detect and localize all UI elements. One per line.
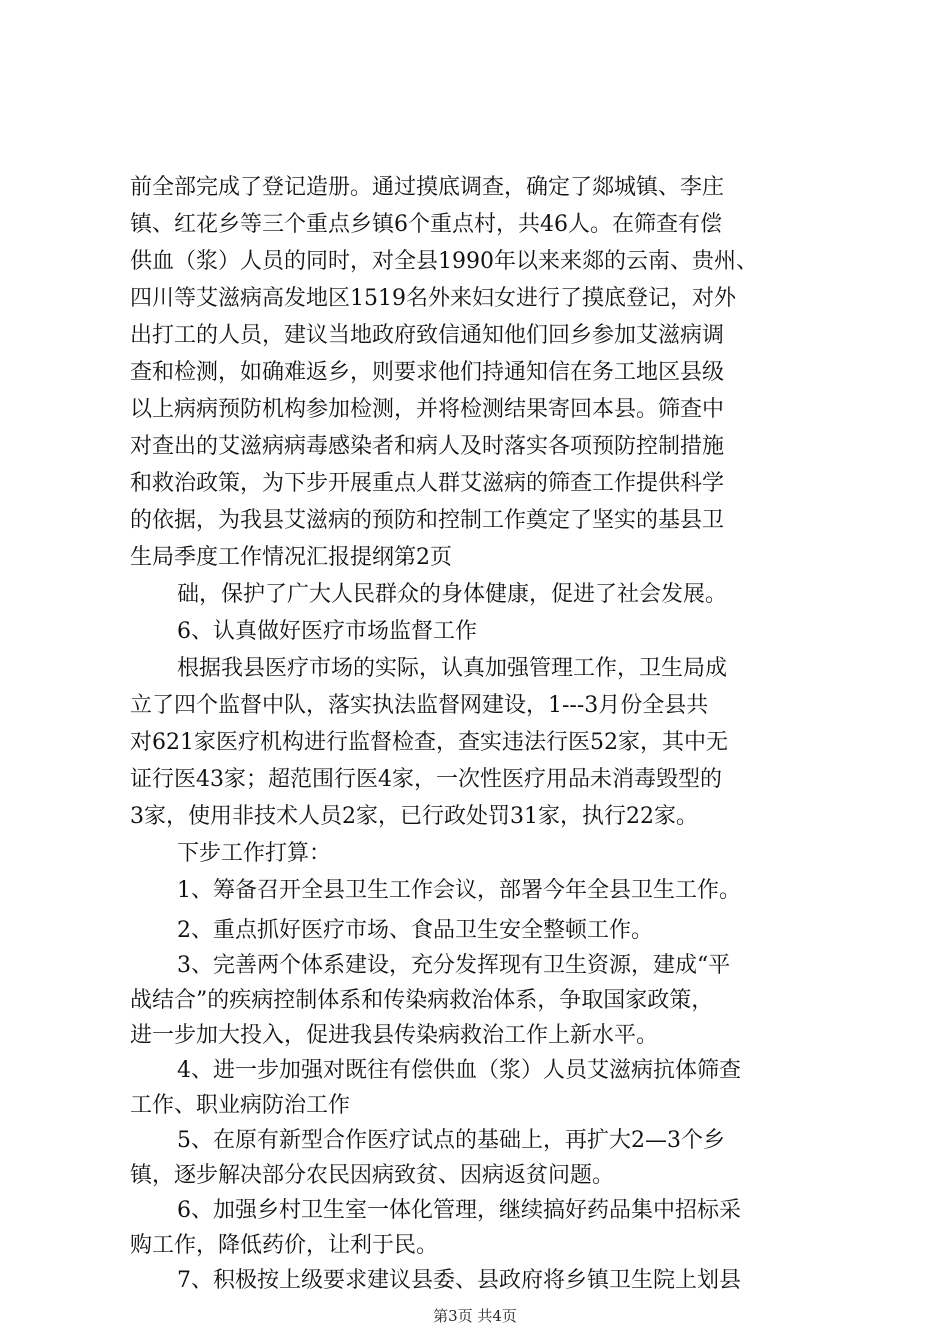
plan-item-5: 5、在原有新型合作医疗试点的基础上，再扩大2—3个乡 xyxy=(177,1128,725,1153)
text-line-14: 根据我县医疗市场的实际，认真加强管理工作，卫生局成 xyxy=(177,656,728,681)
plan-item-1: 1、筹备召开全县卫生工作会议，部署今年全县卫生工作。 xyxy=(177,878,741,903)
text-line-3: 供血（浆）人员的同时，对全县1990年以来来郯的云南、贵州、 xyxy=(130,249,758,274)
text-line-10: 的依据，为我县艾滋病的预防和控制工作奠定了坚实的基县卫 xyxy=(130,508,725,533)
text-line-8: 对查出的艾滋病病毒感染者和病人及时落实各项预防控制措施 xyxy=(130,434,725,459)
plan-item-2: 2、重点抓好医疗市场、食品卫生安全整顿工作。 xyxy=(177,918,653,943)
text-line-18: 3家，使用非技术人员2家，已行政处罚31家，执行22家。 xyxy=(130,804,698,829)
text-line-6: 查和检测，如确难返乡，则要求他们持通知信在务工地区县级 xyxy=(130,360,725,385)
text-line-17: 证行医43家；超范围行医4家，一次性医疗用品未消毒毁型的 xyxy=(130,767,722,792)
plan-item-6-cont: 购工作，降低药价，让利于民。 xyxy=(130,1233,439,1258)
text-line-15: 立了四个监督中队，落实执法监督网建设，1---3月份全县共 xyxy=(130,693,709,718)
text-line-9: 和救治政策，为下步开展重点人群艾滋病的筛查工作提供科学 xyxy=(130,471,725,496)
page-footer: 第3页 共4页 xyxy=(433,1307,517,1325)
plan-heading: 下步工作打算： xyxy=(177,841,332,866)
text-line-16: 对621家医疗机构进行监督检查，查实违法行医52家，其中无 xyxy=(130,730,728,755)
plan-item-3-cont-2: 进一步加大投入，促进我县传染病救治工作上新水平。 xyxy=(130,1023,659,1048)
text-line-7: 以上病病预防机构参加检测，并将检测结果寄回本县。筛查中 xyxy=(130,397,725,422)
plan-item-5-cont: 镇，逐步解决部分农民因病致贫、因病返贫问题。 xyxy=(130,1163,615,1188)
text-line-12: 础，保护了广大人民群众的身体健康，促进了社会发展。 xyxy=(177,582,728,607)
plan-item-4-cont: 工作、职业病防治工作 xyxy=(130,1093,351,1118)
text-line-4: 四川等艾滋病高发地区1519名外来妇女进行了摸底登记，对外 xyxy=(130,286,736,311)
plan-item-3: 3、完善两个体系建设，充分发挥现有卫生资源，建成“平 xyxy=(177,953,731,978)
text-line-11: 生局季度工作情况汇报提纲第2页 xyxy=(130,545,452,570)
section-heading: 6、认真做好医疗市场监督工作 xyxy=(177,619,477,644)
text-line-5: 出打工的人员，建议当地政府致信通知他们回乡参加艾滋病调 xyxy=(130,323,725,348)
plan-item-7: 7、积极按上级要求建议县委、县政府将乡镇卫生院上划县 xyxy=(177,1268,741,1293)
text-line-1: 前全部完成了登记造册。通过摸底调查，确定了郯城镇、李庄 xyxy=(130,175,725,200)
plan-item-4: 4、进一步加强对既往有偿供血（浆）人员艾滋病抗体筛查 xyxy=(177,1058,741,1083)
plan-item-3-cont-1: 战结合”的疾病控制体系和传染病救治体系，争取国家政策， xyxy=(130,988,714,1013)
plan-item-6: 6、加强乡村卫生室一体化管理，继续搞好药品集中招标采 xyxy=(177,1198,741,1223)
text-line-2: 镇、红花乡等三个重点乡镇6个重点村，共46人。在筛查有偿 xyxy=(130,212,722,237)
